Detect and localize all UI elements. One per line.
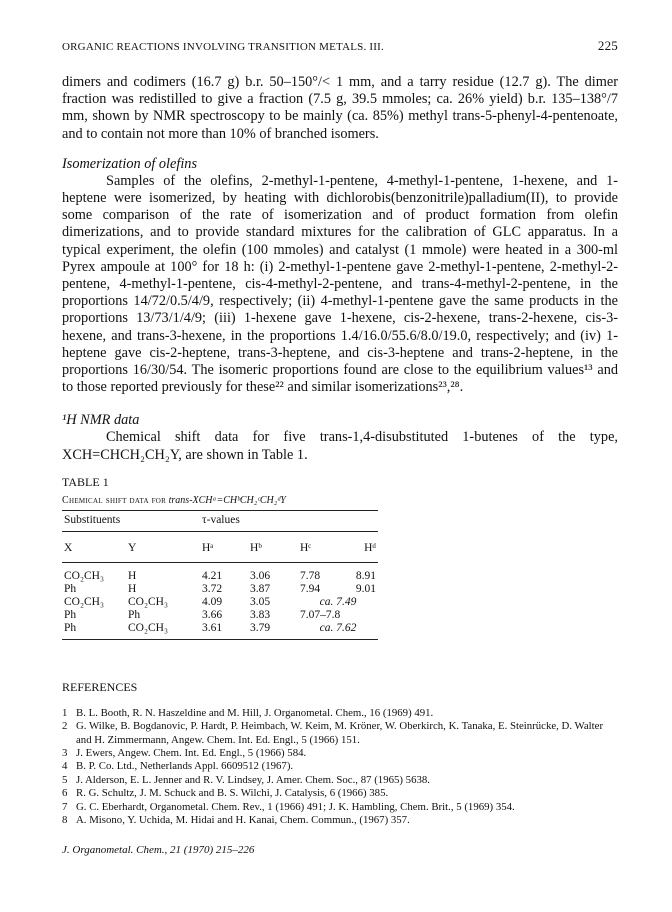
reference-number: 7 <box>62 800 68 813</box>
cell-ha: 4.09 <box>202 595 223 608</box>
reference-item <box>62 814 618 827</box>
running-head: ORGANIC REACTIONS INVOLVING TRANSITION METALS. III. <box>62 41 384 53</box>
reference-text: R. G. Schultz, J. M. Schuck and B. S. Wilchi, J. Catalysis, 6 (1966) 385. <box>76 787 389 800</box>
section-heading-isomerization: Isomerization of olefins <box>62 155 198 172</box>
cell-y: H <box>128 582 137 595</box>
reference-number: 3 <box>62 747 68 760</box>
table-header-row <box>62 531 378 562</box>
cell-hc: 7.07–7.8 <box>300 608 341 621</box>
cell-hb: 3.83 <box>250 608 271 621</box>
col-group-substituents: Substituents <box>62 510 200 531</box>
table-row <box>62 609 378 622</box>
cell-y: CO₂CH₃ <box>126 622 200 640</box>
col-group-tau: τ-values <box>200 510 378 531</box>
cell-ha: 4.21 <box>202 569 223 582</box>
cell-x: Ph <box>64 582 77 595</box>
reference-number: 8 <box>62 814 68 827</box>
cell-y: H <box>128 569 137 582</box>
col-header-hc: Hᶜ <box>298 531 352 562</box>
cell-hcd: ca. 7.49 <box>319 595 357 608</box>
reference-number: 2 <box>62 720 68 733</box>
reference-item <box>62 720 618 747</box>
reference-item <box>62 787 618 800</box>
table-title <box>62 494 618 508</box>
reference-text: G. Wilke, B. Bogdanovic, P. Hardt, P. Heimbach, W. Keim, M. Kröner, W. Oberkirch, K. Tanaka, E. Steinrücke, D. Walter and H. Zimmermann, Angew. Chem. Int. Ed. Engl., 5 (1966) 151. <box>76 720 604 746</box>
cell-hb: 3.79 <box>248 622 298 640</box>
reference-text: G. C. Eberhardt, Organometal. Chem. Rev., 1 (1966) 491; J. K. Hambling, Chem. Brit., 5 (1969) 354. <box>76 800 515 813</box>
table-row <box>62 562 378 583</box>
paper-page <box>62 38 618 856</box>
page-header <box>62 38 618 60</box>
paragraph-isomerization: Samples of the olefins, 2-methyl-1-pentene, 4-methyl-1-pentene, 1-hexene, and 1-heptene were isomerized, by heating with dichlorobis(benzonitrile)palladium(II), to provide some comparison of the rate of isomerization and of product formation from olefin dimerizations, and to provide standard mixtures for the calibration of GLC apparatus. In a typical experiment, the olefin (100 mmoles) and catalyst (1 mmole) were heated in a 300-ml Pyrex ampoule at 100° for 18 h: (i) 2-methyl-1-pentene gave 2-methyl-1-pentene, 2-methyl-2-pentene, 4-methyl-1-pentene, cis-4-methyl-2-pentene, and trans-4-methyl-2-pentene, in the proportions 14/72/0.5/4/9, respectively; (ii) 4-methyl-1-pentene gave the same products in the proportions 13/73/1/4/9; (iii) 1-hexene gave 1-hexene, cis-2-hexene, trans-2-hexene, cis-3-hexene, and trans-3-hexene, in the proportions 1.4/16.0/55.6/8.0/19.0, respectively; and (iv) 1-heptene gave cis-2-heptene, trans-3-heptene, and cis-3-heptene and trans-2-heptene, in the proportions 16/30/54. The isomeric proportions found are close to the equilibrium values¹³ and to those reported previously for these²² and similar isomerizations²³,²⁸. <box>62 172 618 396</box>
reference-text: B. P. Co. Ltd., Netherlands Appl. 6609512 (1967). <box>76 760 294 773</box>
col-header-y: Y <box>126 531 200 562</box>
table-group-header <box>62 510 378 531</box>
table-title-prefix: Chemical shift data for <box>62 494 167 506</box>
cell-hd: 8.91 <box>355 569 376 582</box>
cell-hc: 7.78 <box>300 569 321 582</box>
cell-hd <box>352 609 378 622</box>
cell-y: Ph <box>128 608 141 621</box>
table-row <box>62 596 378 609</box>
nmr-table <box>62 510 378 640</box>
reference-number: 6 <box>62 787 68 800</box>
cell-x: Ph <box>62 622 126 640</box>
cell-hb: 3.05 <box>250 595 271 608</box>
col-header-hd: Hᵈ <box>352 531 378 562</box>
page-number: 225 <box>597 38 618 53</box>
reference-text: A. Misono, Y. Uchida, M. Hidai and H. Kanai, Chem. Commun., (1967) 357. <box>76 814 410 827</box>
reference-text: J. Ewers, Angew. Chem. Int. Ed. Engl., 5 (1966) 584. <box>76 747 307 760</box>
cell-ha: 3.61 <box>200 622 248 640</box>
cell-hd: 9.01 <box>355 582 376 595</box>
table-title-formula: trans-XCHᵃ=CHᵇCH₂ᶜCH₂ᵈY <box>168 494 286 506</box>
cell-hb: 3.06 <box>250 569 271 582</box>
cell-x: Ph <box>64 608 77 621</box>
references-title: REFERENCES <box>62 679 138 694</box>
reference-item <box>62 747 618 760</box>
reference-number: 4 <box>62 760 68 773</box>
cell-x: CO₂CH₃ <box>64 595 104 608</box>
cell-hcd: ca. 7.62 <box>298 622 378 640</box>
paragraph-dimer-fraction: dimers and codimers (16.7 g) b.r. 50–150°/< 1 mm, and a tarry residue (12.7 g). The dimer fraction was redistilled to give a fraction (7.5 g, 39.5 mmoles; ca. 26% yield) b.r. 135–138°/7 mm, shown by NMR spectroscopy to be mainly (ca. 85%) methyl trans-5-phenyl-4-pentenoate, and to contain not more than 10% of branched isomers. <box>62 74 618 142</box>
journal-footer: J. Organometal. Chem., 21 (1970) 215–226 <box>62 843 255 856</box>
reference-number: 1 <box>62 706 68 719</box>
cell-y: CO₂CH₃ <box>128 595 168 608</box>
cell-ha: 3.72 <box>202 582 223 595</box>
table-row <box>62 622 378 640</box>
paragraph-nmr: Chemical shift data for five trans-1,4-disubstituted 1-butenes of the type, XCH=CHCH₂CH₂Y, are shown in Table 1. <box>62 429 618 463</box>
cell-ha: 3.66 <box>202 608 223 621</box>
cell-x: CO₂CH₃ <box>64 569 104 582</box>
col-header-ha: Hᵃ <box>200 531 248 562</box>
reference-text: J. Alderson, E. L. Jenner and R. V. Lindsey, J. Amer. Chem. Soc., 87 (1965) 5638. <box>76 773 430 786</box>
reference-item <box>62 801 618 814</box>
col-header-hb: Hᵇ <box>248 531 298 562</box>
section-heading-nmr: ¹H NMR data <box>62 412 140 429</box>
cell-hb: 3.87 <box>250 582 271 595</box>
table-row <box>62 583 378 596</box>
reference-item <box>62 774 618 787</box>
reference-text: B. L. Booth, R. N. Haszeldine and M. Hill, J. Organometal. Chem., 16 (1969) 491. <box>76 706 434 719</box>
references-list <box>62 707 618 828</box>
reference-item <box>62 707 618 720</box>
reference-item <box>62 760 618 773</box>
cell-hc: 7.94 <box>300 582 321 595</box>
col-header-x: X <box>62 531 126 562</box>
table-caption: TABLE 1 <box>62 474 109 489</box>
reference-number: 5 <box>62 773 68 786</box>
